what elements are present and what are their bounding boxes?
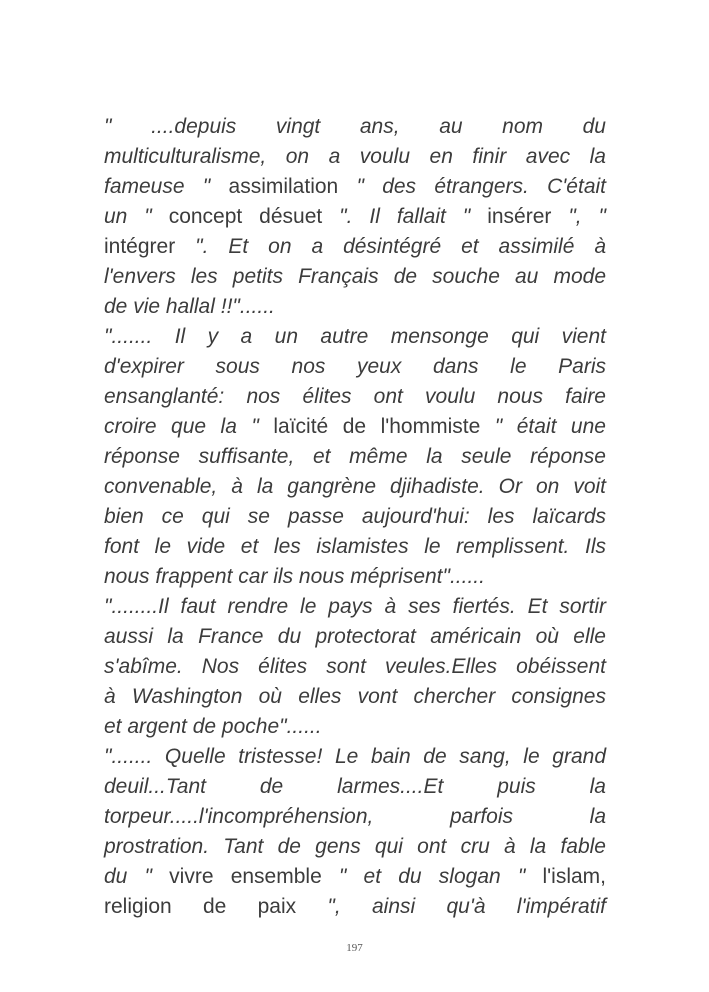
text-line	[104, 472, 606, 502]
text-line	[104, 682, 606, 712]
text-line	[104, 562, 606, 592]
text-segment: ". Et on a désintégré et assimilé à	[175, 235, 606, 258]
text-line	[104, 322, 606, 352]
text-segment: " était une	[480, 415, 606, 438]
text-line	[104, 112, 606, 142]
text-segment: ", ainsi qu'à l'impératif	[296, 895, 606, 918]
text-segment: religion de paix	[104, 895, 297, 918]
text-segment: l'envers les petits Français de souche au mode	[104, 265, 606, 288]
text-line	[104, 862, 606, 892]
text-segment: ensanglanté: nos élites ont voulu nous faire	[104, 385, 606, 408]
text-segment: convenable, à la gangrène djihadiste. Or on voit	[104, 475, 606, 498]
text-line	[104, 622, 606, 652]
text-line	[104, 292, 606, 322]
text-segment: concept désuet	[168, 205, 323, 228]
text-line	[104, 712, 606, 742]
text-segment: ", "	[551, 205, 607, 228]
text-line	[104, 232, 606, 262]
text-segment: vivre ensemble	[169, 865, 322, 888]
text-segment: laïcité de l'hommiste	[273, 415, 481, 438]
text-line	[104, 202, 606, 232]
text-segment: l'islam,	[542, 865, 606, 888]
text-segment: s'abîme. Nos élites sont veules.Elles obéissent	[104, 655, 606, 678]
text-segment: prostration. Tant de gens qui ont cru à la fable	[104, 835, 606, 858]
text-line	[104, 382, 606, 412]
text-line	[104, 652, 606, 682]
text-segment: bien ce qui se passe aujourd'hui: les laïcards	[104, 505, 606, 528]
text-segment: multiculturalisme, on a voulu en finir avec la	[104, 145, 606, 168]
page-number: 197	[346, 942, 363, 954]
text-segment: intégrer	[104, 235, 176, 258]
text-line	[104, 832, 606, 862]
text-segment: ". Il fallait "	[322, 205, 488, 228]
text-segment: "....... Quelle tristesse! Le bain de sang, le grand	[104, 745, 606, 768]
text-segment: " des étrangers. C'était	[338, 175, 606, 198]
text-segment: assimilation	[228, 175, 339, 198]
text-segment: torpeur.....l'incompréhension, parfois la	[104, 805, 606, 828]
text-segment: nous frappent car ils nous méprisent"......	[104, 565, 485, 588]
text-line	[104, 142, 606, 172]
text-line	[104, 892, 606, 922]
text-segment: aussi la France du protectorat américain où elle	[104, 625, 606, 648]
text-line	[104, 412, 606, 442]
text-segment: " et du slogan "	[321, 865, 543, 888]
text-line	[104, 532, 606, 562]
text-segment: à Washington où elles vont chercher consignes	[104, 685, 606, 708]
text-segment: "....... Il y a un autre mensonge qui vient	[104, 325, 606, 348]
text-line	[104, 742, 606, 772]
text-segment: "........Il faut rendre le pays à ses fiertés. Et sortir	[104, 595, 606, 618]
text-segment: du "	[104, 865, 170, 888]
text-segment: d'expirer sous nos yeux dans le Paris	[104, 355, 606, 378]
text-segment: réponse suffisante, et même la seule réponse	[104, 445, 606, 468]
text-line	[104, 172, 606, 202]
text-segment: font le vide et les islamistes le remplissent. Ils	[104, 535, 606, 558]
text-segment: croire que la "	[104, 415, 274, 438]
text-segment: un "	[104, 205, 169, 228]
text-segment: fameuse "	[104, 175, 229, 198]
text-line	[104, 262, 606, 292]
document-body	[104, 112, 606, 922]
text-segment: " ....depuis vingt ans, au nom du	[104, 115, 606, 138]
text-line	[104, 442, 606, 472]
text-line	[104, 802, 606, 832]
text-segment: et argent de poche"......	[104, 715, 322, 738]
text-line	[104, 772, 606, 802]
text-line	[104, 352, 606, 382]
text-segment: insérer	[487, 205, 552, 228]
text-segment: deuil...Tant de larmes....Et puis la	[104, 775, 606, 798]
text-line	[104, 592, 606, 622]
text-line	[104, 502, 606, 532]
text-segment: de vie hallal !!"......	[104, 295, 275, 318]
